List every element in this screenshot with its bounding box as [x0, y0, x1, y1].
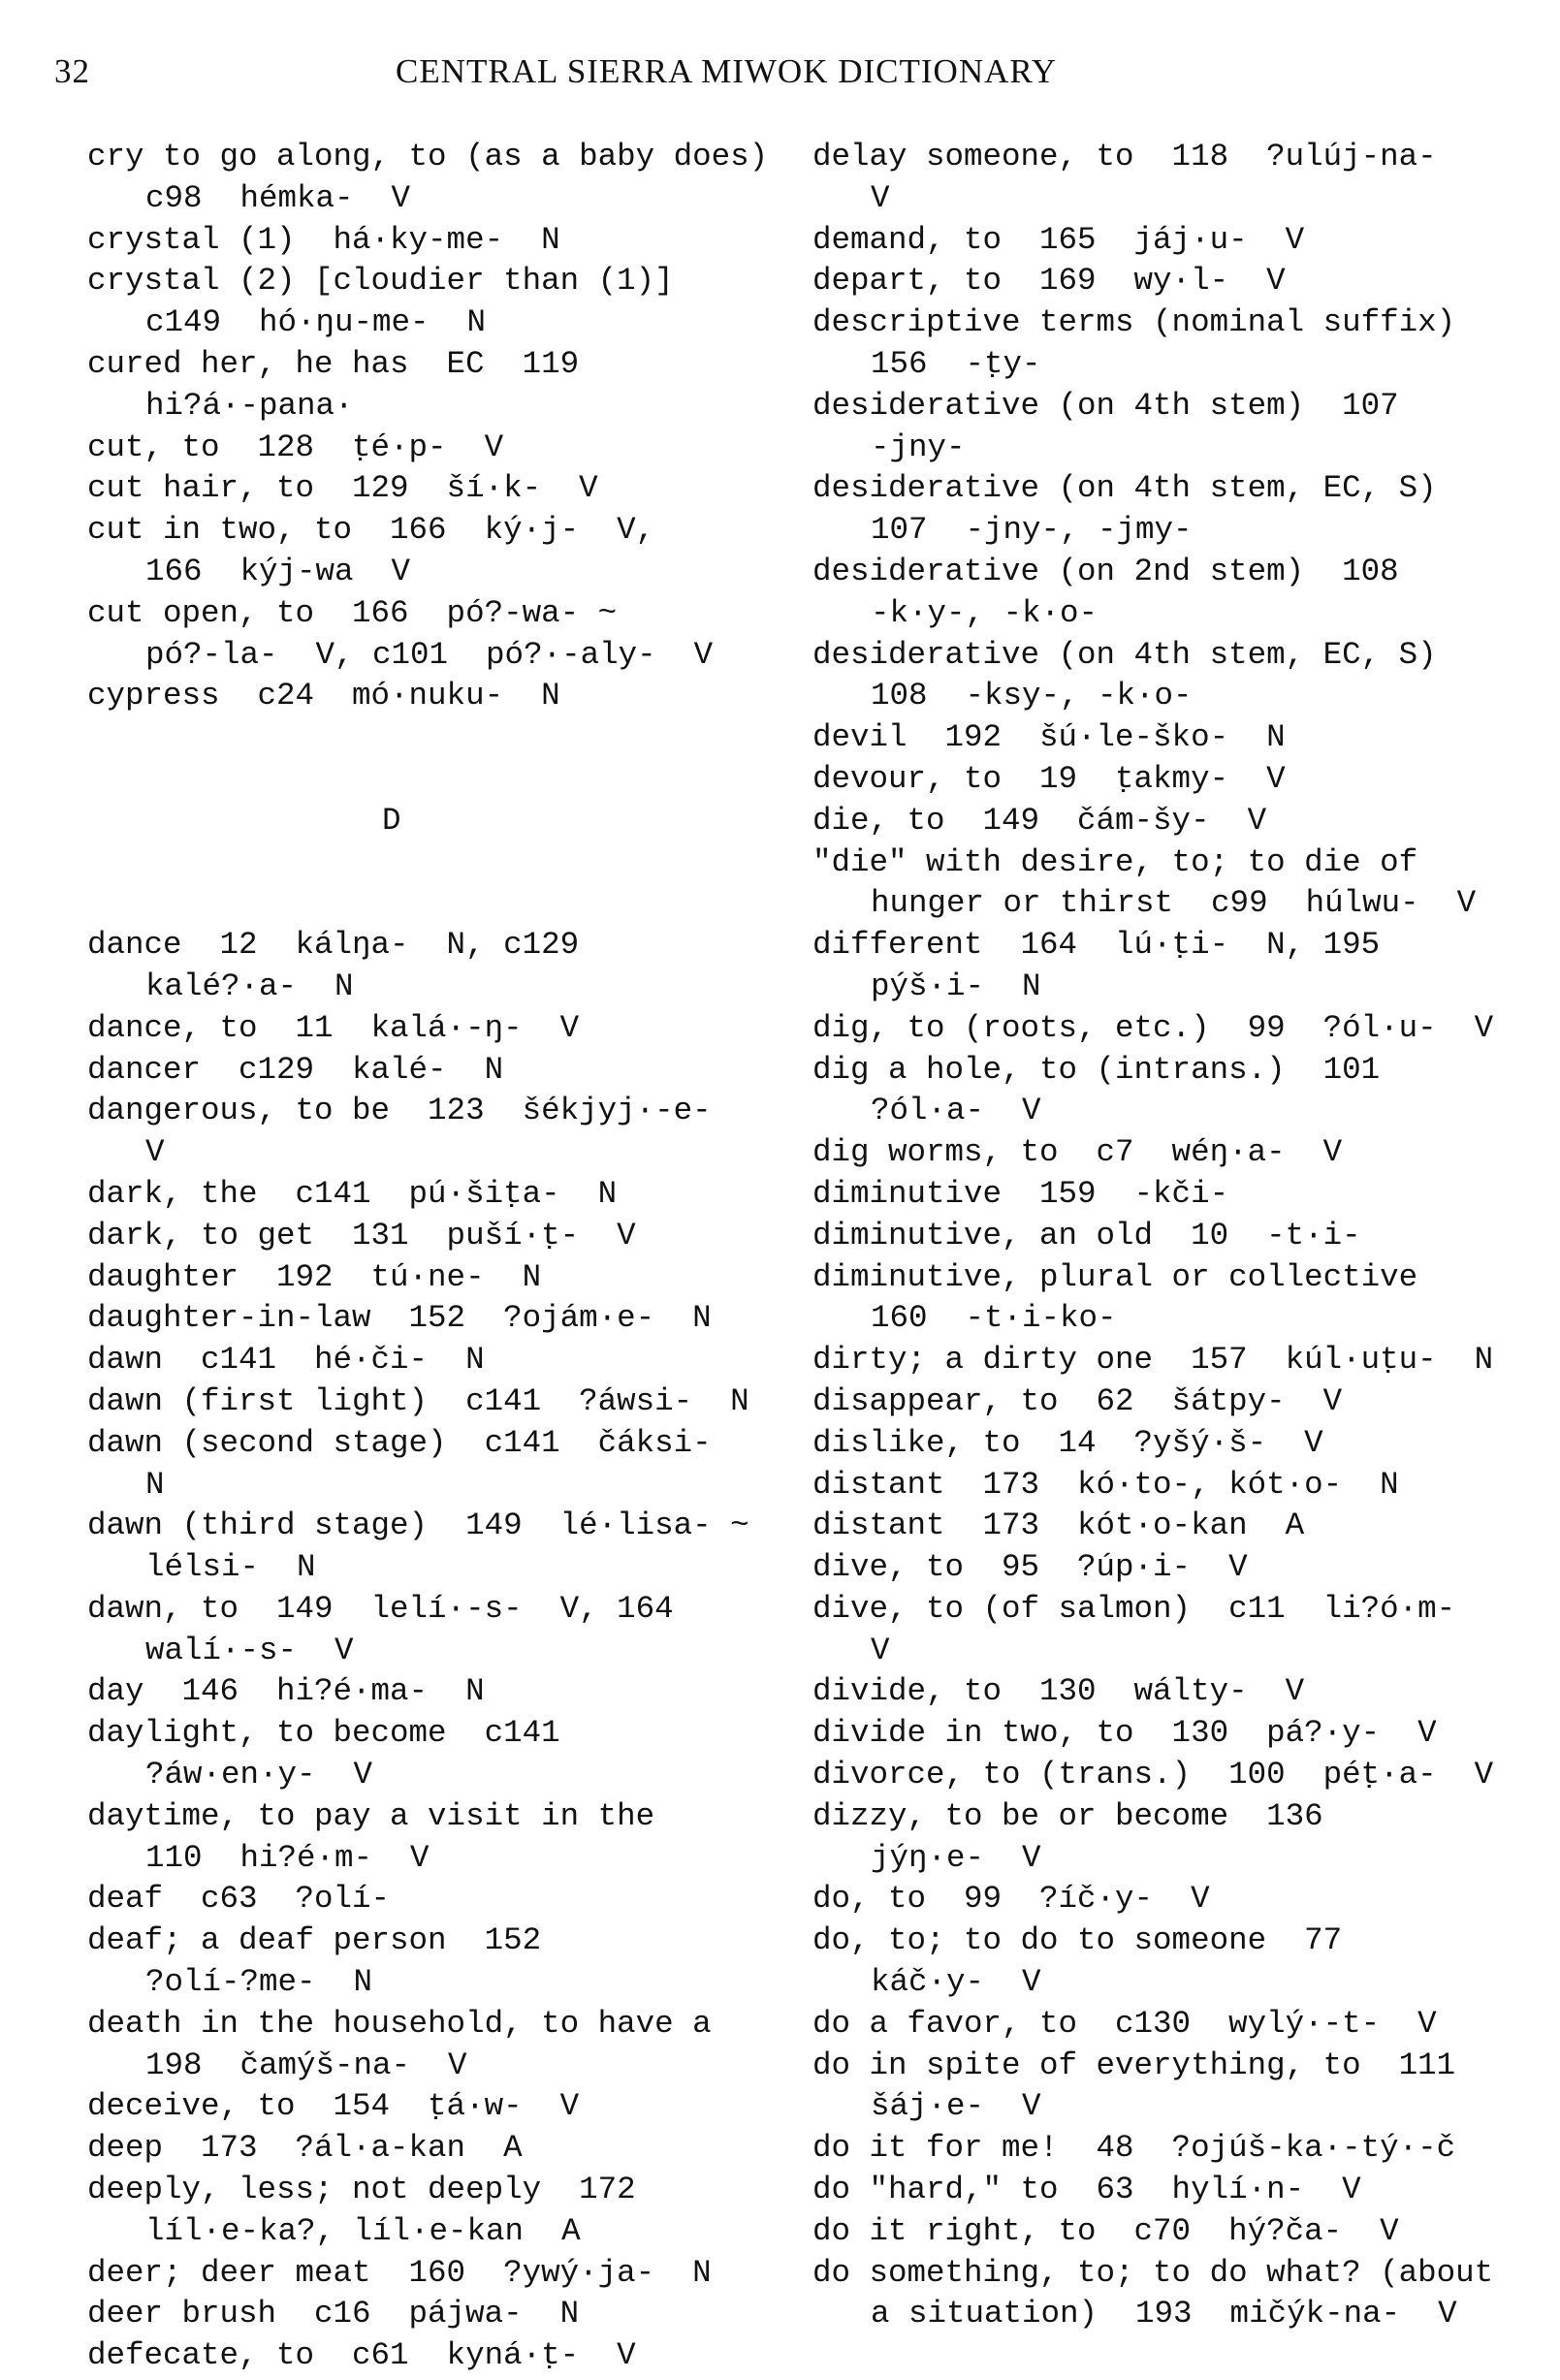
entry-line: cypress c24 mó·nuku- N [87, 678, 560, 714]
entry-line: distant 173 kót·o-kan A [812, 1507, 1305, 1544]
entry-line: deep 173 ?ál·a-kan A [87, 2130, 523, 2167]
entry-line: do, to 99 ?íč·y- V [812, 1881, 1210, 1918]
entry-line: 110 hi?é·m- V [145, 1839, 430, 1876]
entry-line: a situation) 193 mičýk-na- V [871, 2296, 1457, 2332]
entry-line: cut hair, to 129 ší·k- V [87, 470, 598, 507]
entry-line: šáj·e- V [871, 2088, 1041, 2125]
entry-line: dangerous, to be 123 šékjyj·-e- [87, 1093, 712, 1129]
entry-line: cut open, to 166 pó?-wa- ~ [87, 594, 618, 631]
entry-line: desiderative (on 4th stem) 107 [812, 387, 1399, 424]
entry-line: desiderative (on 4th stem, EC, S) [812, 470, 1437, 507]
entry-line: devour, to 19 ṭakmy- V [812, 760, 1286, 797]
entry-line: deaf; a deaf person 152 [87, 1922, 542, 1959]
spacer [87, 842, 805, 884]
running-title: CENTRAL SIERRA MIWOK DICTIONARY [396, 52, 1058, 90]
entry-line: death in the household, to have a [87, 2005, 712, 2042]
entry-line: hunger or thirst c99 húlwu- V [871, 885, 1477, 922]
entry-line: desiderative (on 2nd stem) 108 [812, 553, 1399, 589]
entry-line: delay someone, to 118 ?ulúj-na- [812, 139, 1437, 175]
entry-line: dawn (first light) c141 ?áwsi- N [87, 1382, 749, 1419]
entry-line: deeply, less; not deeply 172 [87, 2172, 636, 2208]
entry-line: pýš·i- N [871, 968, 1041, 1004]
entry-line: deer; deer meat 160 ?ywý·ja- N [87, 2254, 712, 2291]
entry-line: dislike, to 14 ?yšý·š- V [812, 1424, 1323, 1461]
entry-line: do it right, to c70 hý?ča- V [812, 2212, 1399, 2249]
entry-line: dig a hole, to (intrans.) 101 [812, 1051, 1381, 1088]
entry-line: dig worms, to c7 wéŋ·a- V [812, 1134, 1343, 1171]
entry-line: ?olí-?me- N [145, 1964, 373, 2001]
entry-line: líl·e-ka?, líl·e-kan A [145, 2212, 581, 2249]
entry-line: depart, to 169 wy·l- V [812, 263, 1286, 300]
entry-line: V [871, 179, 890, 216]
entry-line: diminutive 159 -kči- [812, 1175, 1229, 1212]
entry-line: dawn c141 hé·či- N [87, 1342, 485, 1379]
entry-line: ?áw·en·y- V [145, 1757, 373, 1793]
page-number: 32 [54, 52, 90, 90]
spacer [87, 717, 805, 759]
entry-line: daytime, to pay a visit in the [87, 1797, 655, 1834]
entry-line: do in spite of everything, to 111 [812, 2047, 1456, 2083]
entry-line: 156 -ṭy- [871, 345, 1041, 382]
entry-line: deaf c63 ?olí- [87, 1881, 391, 1918]
entry-line: descriptive terms (nominal suffix) [812, 304, 1456, 341]
entry-line: 198 čamýš-na- V [145, 2047, 467, 2083]
entry-line: -k·y-, -k·o- [871, 594, 1098, 631]
entry-line: hi?á·-pana· [145, 387, 354, 424]
entry-line: daughter-in-law 152 ?ojám·e- N [87, 1300, 712, 1337]
entry-line: devil 192 šú·le-ško- N [812, 719, 1286, 756]
entry-line: dive, to (of salmon) c11 li?ó·m- [812, 1590, 1456, 1627]
entry-line: dawn, to 149 lelí·-s- V, 164 [87, 1590, 674, 1627]
entry-line: do it for me! 48 ?ojúš-ka·-tý·-č [812, 2130, 1456, 2167]
entry-line: dance 12 kálŋa- N, c129 [87, 927, 580, 964]
entry-line: 107 -jny-, -jmy- [871, 512, 1193, 549]
entry-line: "die" with desire, to; to die of [812, 843, 1418, 880]
entry-line: die, to 149 čám-šy- V [812, 802, 1267, 839]
entry-line: jýŋ·e- V [871, 1839, 1041, 1876]
entry-line: -jny- [871, 428, 966, 465]
entry-line: dance, to 11 kalá·-ŋ- V [87, 1009, 580, 1046]
entry-line: walí·-s- V [145, 1632, 354, 1668]
spacer [87, 759, 805, 801]
entry-line: dancer c129 kalé- N [87, 1051, 504, 1088]
entry-line: crystal (1) há·ky-me- N [87, 221, 560, 258]
entry-line: dawn (second stage) c141 čáksi- [87, 1424, 712, 1461]
entry-line: deer brush c16 pájwa- N [87, 2296, 580, 2332]
entry-line: dark, to get 131 puší·ṭ- V [87, 1217, 636, 1253]
entry-line: dizzy, to be or become 136 [812, 1797, 1323, 1834]
entry-line: 108 -ksy-, -k·o- [871, 678, 1193, 714]
entry-line: diminutive, plural or collective [812, 1258, 1418, 1295]
entry-line: distant 173 kó·to-, kót·o- N [812, 1466, 1399, 1503]
entry-line: do, to; to do to someone 77 [812, 1922, 1343, 1959]
entry-line: deceive, to 154 ṭá·w- V [87, 2088, 580, 2125]
entry-line: 166 kýj-wa V [145, 553, 411, 589]
entry-line: c149 hó·ŋu-me- N [145, 304, 487, 341]
entry-line: dig, to (roots, etc.) 99 ?ól·u- V [812, 1009, 1494, 1046]
entry-line: V [145, 1134, 165, 1171]
entry-line: divide in two, to 130 pá?·y- V [812, 1715, 1437, 1752]
entry-line: ?ól·a- V [871, 1093, 1041, 1129]
entry-line: divide, to 130 wálty- V [812, 1673, 1305, 1710]
entry-line: cry to go along, to (as a baby does) [87, 139, 769, 175]
spacer [87, 883, 805, 925]
entry-line: daylight, to become c141 [87, 1715, 560, 1752]
entry-line: c98 hémka- V [145, 179, 411, 216]
entry-line: káč·y- V [871, 1964, 1041, 2001]
entry-line: demand, to 165 jáj·u- V [812, 221, 1305, 258]
right-column [812, 137, 1530, 2335]
entry-line: N [145, 1466, 165, 1503]
entry-line: disappear, to 62 šátpy- V [812, 1382, 1343, 1419]
entry-line: do something, to; to do what? (about [812, 2254, 1494, 2291]
entry-line: day 146 hi?é·ma- N [87, 1673, 485, 1710]
entry-line: lélsi- N [145, 1549, 316, 1586]
page-header [54, 52, 1509, 101]
entry-line: dawn (third stage) 149 lé·lisa- ~ [87, 1507, 749, 1544]
entry-line: daughter 192 tú·ne- N [87, 1258, 542, 1295]
entry-line: 160 -t·i-ko- [871, 1300, 1117, 1337]
entry-line: pó?-la- V, c101 pó?·-aly- V [145, 636, 714, 673]
entry-line: different 164 lú·ṭi- N, 195 [812, 927, 1381, 964]
entry-line: divorce, to (trans.) 100 péṭ·a- V [812, 1757, 1494, 1793]
entry-line: do "hard," to 63 hylí·n- V [812, 2172, 1361, 2208]
section-letter: D [382, 802, 401, 839]
entry-line: crystal (2) [cloudier than (1)] [87, 263, 674, 300]
entry-line: diminutive, an old 10 -t·i- [812, 1217, 1361, 1253]
entry-line: do a favor, to c130 wylý·-t- V [812, 2005, 1437, 2042]
entry-line: cut in two, to 166 ký·j- V, [87, 512, 655, 549]
entry-line: dirty; a dirty one 157 kúl·uṭu- N [812, 1342, 1494, 1379]
left-column [87, 137, 805, 2377]
entry-line: defecate, to c61 kyná·ṭ- V [87, 2337, 636, 2374]
entry-line: cured her, he has EC 119 [87, 345, 580, 382]
entry-line: dive, to 95 ?úp·i- V [812, 1549, 1248, 1586]
entry-line: kalé?·a- N [145, 968, 354, 1004]
entry-line: V [871, 1632, 890, 1668]
entry-line: cut, to 128 ṭé·p- V [87, 428, 504, 465]
entry-line: dark, the c141 pú·šiṭa- N [87, 1175, 618, 1212]
entry-line: desiderative (on 4th stem, EC, S) [812, 636, 1437, 673]
